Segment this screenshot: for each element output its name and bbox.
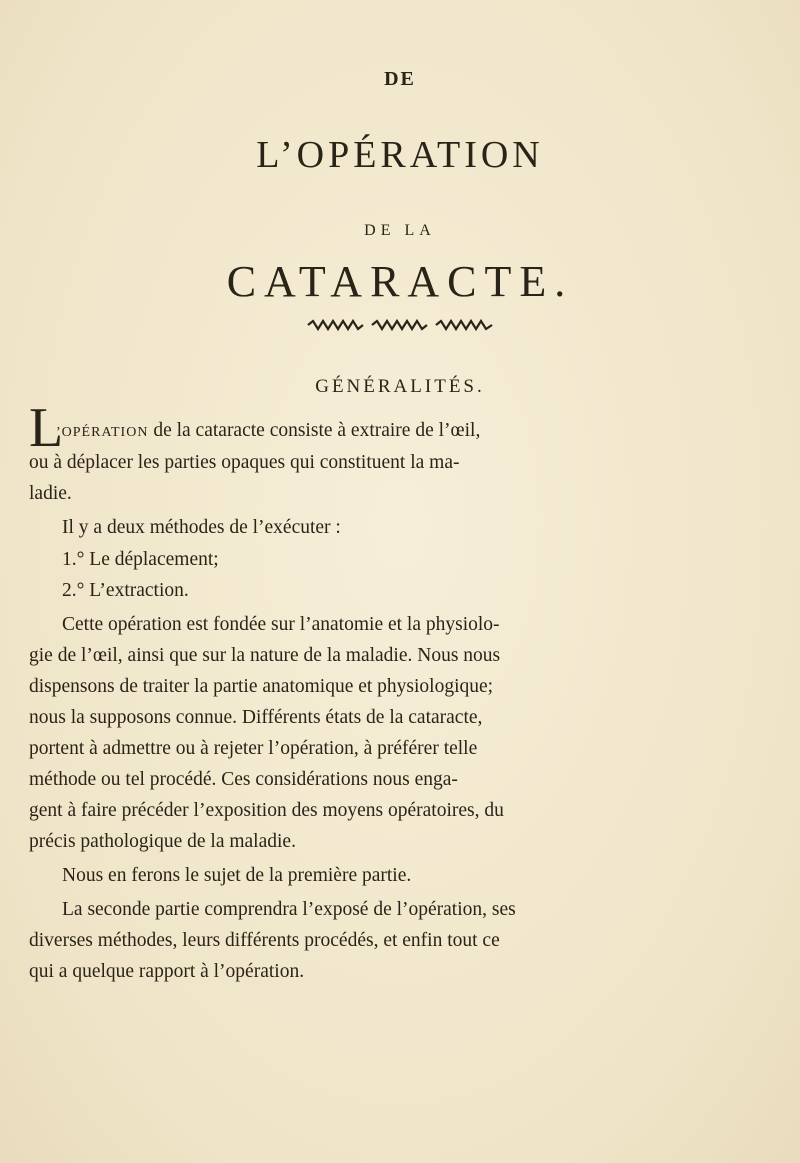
paragraph-line: nous la supposons connue. Différents états de la cataracte, [29,707,483,728]
paragraph-line-text: de la cataracte consiste à extraire de l’œil, [148,420,481,441]
paragraph-line: Cette opération est fondée sur l’anatomie et la physiolo- [62,614,500,635]
paragraph-line: dispensons de traiter la partie anatomique et physiologique; [29,676,494,697]
drop-cap: L [29,397,64,459]
paragraph-line [56,420,480,442]
paragraph-line: gent à faire précéder l’exposition des moyens opératoires, du [29,800,504,821]
paragraph-line: qui a quelque rapport à l’opération. [29,961,305,982]
paragraph-line: Il y a deux méthodes de l’exécuter : [62,517,341,538]
ornament-divider-icon [306,318,494,332]
paragraph-line: Nous en ferons le sujet de la première partie. [62,865,412,886]
paragraph-line: portent à admettre ou à rejeter l’opération, à préférer telle [29,738,478,759]
list-item: 1.° Le déplacement; [62,549,219,570]
paragraph-line: diverses méthodes, leurs différents procédés, et enfin tout ce [29,930,500,951]
paragraph-line: précis pathologique de la maladie. [29,831,296,852]
paragraph-line: ou à déplacer les parties opaques qui constituent la ma- [29,452,460,473]
page-title: L’OPÉRATION [256,134,544,176]
title-subject: CATARACTE. [226,257,574,306]
paragraph-line: méthode ou tel procédé. Ces considérations nous enga- [29,769,458,790]
paragraph-line: ladie. [29,483,72,504]
paragraph-line: gie de l’œil, ainsi que sur la nature de la maladie. Nous nous [29,645,501,666]
title-connector: DE LA [364,222,436,239]
section-heading: GÉNÉRALITÉS. [315,376,485,397]
list-item: 2.° L’extraction. [62,580,189,601]
paragraph-line: La seconde partie comprendra l’exposé de l’opération, ses [62,899,516,920]
small-caps-word: ’OPÉRATION [56,425,149,440]
title-preposition: DE [384,68,416,90]
